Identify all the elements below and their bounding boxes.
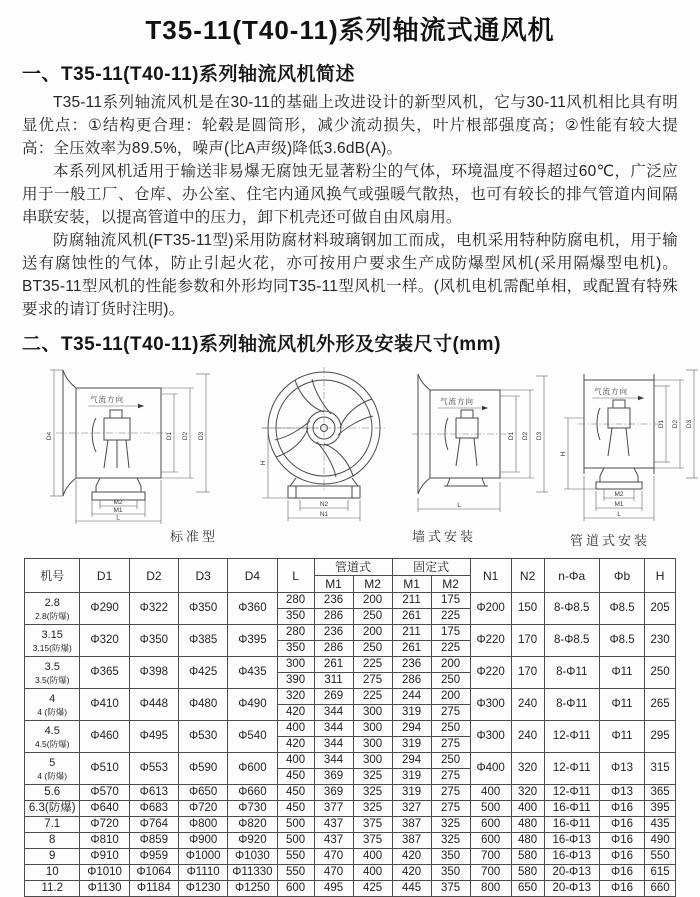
- table-cell: Φ11: [599, 721, 644, 753]
- dim-label-d1: D1: [508, 431, 515, 441]
- table-cell: Φ730: [228, 801, 277, 817]
- table-cell: Φ322: [129, 593, 178, 625]
- table-cell: 450: [277, 769, 314, 785]
- table-cell: Φ16: [599, 865, 644, 881]
- table-cell: Φ425: [179, 657, 228, 689]
- table-row: [25, 625, 676, 641]
- table-cell: Φ220: [470, 625, 511, 657]
- table-cell: 480: [511, 833, 544, 849]
- dim-label-d2: D2: [522, 431, 529, 441]
- table-row: [25, 689, 676, 705]
- dim-label-d3: D3: [686, 419, 693, 429]
- table-cell: 286: [314, 641, 353, 657]
- table-cell: 250: [431, 673, 470, 689]
- dimensions-table: [24, 558, 676, 897]
- paragraph: T35-11系列轴流风机是在30-11的基础上改进设计的新型风机，它与30-11风机相比具有明显优点：①结构更合理：轮毂是圆筒形，减少流动损失，叶片根部强度高；②性能有较大提高：全压效率为89.5%，噪声(比A声级)降低3.6dB(A)。: [22, 94, 678, 157]
- table-cell: 225: [353, 689, 392, 705]
- table-cell: 700: [470, 849, 511, 865]
- table-cell: 420: [277, 705, 314, 721]
- table-cell: 319: [392, 705, 431, 721]
- table-cell: 387: [392, 817, 431, 833]
- dim-label-m2: M2: [113, 499, 123, 506]
- table-cell: 211: [392, 625, 431, 641]
- table-cell: 325: [431, 833, 470, 849]
- table-row: [25, 849, 676, 865]
- table-cell: 550: [277, 865, 314, 881]
- table-cell: 369: [314, 785, 353, 801]
- table-cell: 269: [314, 689, 353, 705]
- table-cell: 8-Φ8.5: [544, 593, 599, 625]
- table-cell: 500: [277, 833, 314, 849]
- dim-label-h: H: [260, 460, 267, 466]
- table-cell: 240: [511, 689, 544, 721]
- table-cell: 315: [645, 753, 676, 785]
- table-body: [25, 593, 676, 897]
- flow-direction-label: 气流方向: [594, 387, 628, 396]
- table-cell: 261: [392, 609, 431, 625]
- model-cell: 4 4 (防爆): [25, 689, 80, 721]
- table-cell: 435: [645, 817, 676, 833]
- table-cell: 200: [353, 593, 392, 609]
- wall-install-drawing: [404, 366, 554, 524]
- dim-label-n1: N1: [319, 511, 329, 518]
- col-d2: D2: [129, 559, 178, 593]
- table-cell: 250: [431, 721, 470, 737]
- table-cell: 580: [511, 849, 544, 865]
- model-cell: 2.8 2.8(防爆): [25, 593, 80, 625]
- table-cell: 294: [392, 721, 431, 737]
- table-cell: 275: [431, 769, 470, 785]
- table-cell: Φ600: [228, 753, 277, 785]
- section2-heading: 二、T35-11(T40-11)系列轴流风机外形及安装尺寸(mm): [22, 334, 501, 355]
- table-cell: 470: [314, 865, 353, 881]
- table-cell: 240: [511, 721, 544, 753]
- table-cell: Φ683: [129, 801, 178, 817]
- table-cell: 450: [277, 785, 314, 801]
- table-row: [25, 817, 676, 833]
- table-cell: Φ859: [129, 833, 178, 849]
- table-cell: 325: [353, 785, 392, 801]
- table-cell: Φ810: [80, 833, 129, 849]
- table-cell: Φ320: [80, 625, 129, 657]
- table-row: [25, 881, 676, 897]
- col-d4: D4: [228, 559, 277, 593]
- flow-direction-label: 气流方向: [440, 397, 474, 406]
- table-cell: 350: [277, 609, 314, 625]
- table-cell: Φ720: [179, 801, 228, 817]
- table-cell: 320: [511, 753, 544, 785]
- table-cell: 236: [314, 593, 353, 609]
- table-cell: Φ11330: [228, 865, 277, 881]
- table-cell: Φ350: [179, 593, 228, 625]
- table-cell: 175: [431, 625, 470, 641]
- table-cell: 311: [314, 673, 353, 689]
- col-d1: D1: [80, 559, 129, 593]
- col-duct-m2: M2: [353, 576, 392, 593]
- table-cell: 400: [470, 785, 511, 801]
- table-cell: Φ613: [129, 785, 178, 801]
- table-cell: 387: [392, 833, 431, 849]
- table-cell: Φ495: [129, 721, 178, 753]
- table-cell: Φ395: [228, 625, 277, 657]
- table-cell: 490: [645, 833, 676, 849]
- table-cell: 280: [277, 593, 314, 609]
- table-cell: 205: [645, 593, 676, 625]
- table-cell: 375: [431, 881, 470, 897]
- table-cell: 325: [431, 817, 470, 833]
- table-cell: 300: [353, 721, 392, 737]
- table-cell: 437: [314, 833, 353, 849]
- col-h: H: [645, 559, 676, 593]
- dim-label-d3: D3: [198, 431, 205, 441]
- table-cell: 470: [314, 849, 353, 865]
- table-cell: 225: [431, 609, 470, 625]
- table-cell: Φ510: [80, 753, 129, 785]
- table-row: [25, 785, 676, 801]
- table-cell: 365: [645, 785, 676, 801]
- table-cell: 230: [645, 625, 676, 657]
- table-cell: 420: [392, 865, 431, 881]
- caption-standard: 标准型: [170, 529, 219, 544]
- table-cell: 275: [431, 801, 470, 817]
- table-cell: 400: [277, 753, 314, 769]
- table-cell: Φ11: [599, 657, 644, 689]
- table-cell: 275: [353, 673, 392, 689]
- col-l: L: [277, 559, 314, 593]
- table-cell: 236: [314, 625, 353, 641]
- dim-label-d4: D4: [46, 431, 53, 441]
- dim-label-m2: M2: [614, 491, 624, 498]
- table-cell: 320: [277, 689, 314, 705]
- table-cell: 390: [277, 673, 314, 689]
- table-cell: 16-Φ11: [544, 801, 599, 817]
- table-cell: 319: [392, 737, 431, 753]
- table-cell: Φ8.5: [599, 625, 644, 657]
- flow-direction-label: 气流方向: [90, 395, 124, 404]
- table-cell: 450: [277, 801, 314, 817]
- table-cell: 377: [314, 801, 353, 817]
- table-cell: Φ410: [80, 689, 129, 721]
- table-cell: 300: [353, 705, 392, 721]
- table-cell: Φ1110: [179, 865, 228, 881]
- table-cell: 600: [470, 833, 511, 849]
- dim-label-m1: M1: [614, 501, 624, 508]
- dim-label-n2: N2: [319, 501, 329, 508]
- dim-label-l: L: [617, 511, 621, 518]
- model-cell: 4.5 4.5(防爆): [25, 721, 80, 753]
- col-na: n-Φa: [544, 559, 599, 593]
- table-cell: Φ448: [129, 689, 178, 721]
- table-cell: 800: [470, 881, 511, 897]
- table-cell: Φ290: [80, 593, 129, 625]
- table-cell: Φ16: [599, 849, 644, 865]
- dim-label-m1: M1: [113, 507, 123, 514]
- table-cell: Φ398: [129, 657, 178, 689]
- table-cell: 325: [353, 801, 392, 817]
- table-cell: 295: [645, 721, 676, 753]
- table-cell: 5.6: [25, 785, 80, 801]
- table-cell: Φ435: [228, 657, 277, 689]
- paragraph: 防腐轴流风机(FT35-11型)采用防腐材料玻璃钢加工而成，电机采用特种防腐电机，用于输送有腐蚀性的气体，防止引起火花，亦可按用户要求生产成防爆型风机(采用隔爆型电机)。BT35-11型风机的性能参数和外形均同T35-11型风机一样。(风机电机需配单相，或配置有特殊要求的请订货时注明)。: [22, 232, 678, 318]
- table-cell: 16-Φ13: [544, 849, 599, 865]
- table-cell: Φ553: [129, 753, 178, 785]
- dim-label-d2: D2: [182, 431, 189, 441]
- model-cell: 5 4 (防爆): [25, 753, 80, 785]
- table-cell: 395: [645, 801, 676, 817]
- table-cell: Φ910: [80, 849, 129, 865]
- table-cell: 10: [25, 865, 80, 881]
- table-cell: 400: [277, 721, 314, 737]
- table-cell: Φ650: [179, 785, 228, 801]
- header-row: [25, 559, 676, 576]
- table-cell: 445: [392, 881, 431, 897]
- dim-label-d2: D2: [672, 419, 679, 429]
- table-cell: 175: [431, 593, 470, 609]
- table-cell: Φ959: [129, 849, 178, 865]
- table-row: [25, 833, 676, 849]
- table-cell: 369: [314, 769, 353, 785]
- table-cell: 8-Φ11: [544, 689, 599, 721]
- table-cell: 350: [431, 865, 470, 881]
- table-cell: Φ16: [599, 817, 644, 833]
- table-cell: 250: [353, 609, 392, 625]
- col-n1: N1: [470, 559, 511, 593]
- table-cell: 660: [645, 881, 676, 897]
- table-cell: Φ16: [599, 801, 644, 817]
- table-cell: Φ13: [599, 785, 644, 801]
- table-cell: 375: [353, 833, 392, 849]
- table-cell: Φ720: [80, 817, 129, 833]
- table-cell: 327: [392, 801, 431, 817]
- table-cell: 170: [511, 657, 544, 689]
- col-n2: N2: [511, 559, 544, 593]
- table-row: [25, 801, 676, 817]
- table-cell: Φ1250: [228, 881, 277, 897]
- table-cell: 11.2: [25, 881, 80, 897]
- duct-install-drawing: [556, 362, 700, 530]
- table-cell: 344: [314, 721, 353, 737]
- model-cell: 3.5 3.5(防爆): [25, 657, 80, 689]
- table-cell: 500: [277, 817, 314, 833]
- table-row: [25, 753, 676, 769]
- standard-type-drawing: [46, 362, 231, 524]
- table-cell: 275: [431, 785, 470, 801]
- table-cell: Φ1030: [228, 849, 277, 865]
- table-cell: 300: [277, 657, 314, 673]
- table-cell: Φ16: [599, 833, 644, 849]
- table-cell: Φ385: [179, 625, 228, 657]
- table-cell: 375: [353, 817, 392, 833]
- table-cell: 211: [392, 593, 431, 609]
- table-cell: 550: [277, 849, 314, 865]
- table-cell: 236: [392, 657, 431, 673]
- table-cell: Φ1230: [179, 881, 228, 897]
- table-cell: Φ13: [599, 753, 644, 785]
- table-cell: Φ490: [228, 689, 277, 721]
- table-cell: Φ200: [470, 593, 511, 625]
- table-cell: Φ920: [228, 833, 277, 849]
- table-cell: 344: [314, 737, 353, 753]
- table-cell: 225: [431, 641, 470, 657]
- dim-label-d3: D3: [536, 431, 543, 441]
- table-cell: 261: [392, 641, 431, 657]
- table-cell: 480: [511, 817, 544, 833]
- table-cell: 20-Φ13: [544, 865, 599, 881]
- table-cell: 20-Φ13: [544, 881, 599, 897]
- table-cell: Φ540: [228, 721, 277, 753]
- installation-drawings: [22, 362, 693, 552]
- table-cell: Φ660: [228, 785, 277, 801]
- table-cell: 344: [314, 705, 353, 721]
- table-cell: Φ570: [80, 785, 129, 801]
- table-cell: 300: [353, 753, 392, 769]
- col-b: Φb: [599, 559, 644, 593]
- table-row: [25, 721, 676, 737]
- table-cell: 580: [511, 865, 544, 881]
- table-cell: 250: [353, 641, 392, 657]
- caption-duct-install: 管道式安装: [570, 533, 651, 548]
- table-cell: Φ1184: [129, 881, 178, 897]
- table-cell: 700: [470, 865, 511, 881]
- table-cell: 8-Φ8.5: [544, 625, 599, 657]
- table-cell: 12-Φ11: [544, 785, 599, 801]
- table-cell: Φ590: [179, 753, 228, 785]
- table-row: [25, 593, 676, 609]
- table-row: [25, 865, 676, 881]
- table-cell: Φ11: [599, 689, 644, 721]
- table-cell: Φ820: [228, 817, 277, 833]
- table-cell: Φ365: [80, 657, 129, 689]
- col-fixed-m1: M1: [392, 576, 431, 593]
- table-cell: 16-Φ11: [544, 817, 599, 833]
- table-cell: 9: [25, 849, 80, 865]
- col-d3: D3: [179, 559, 228, 593]
- dim-label-h: H: [560, 451, 567, 457]
- table-cell: Φ400: [470, 753, 511, 785]
- table-cell: Φ640: [80, 801, 129, 817]
- table-cell: 500: [470, 801, 511, 817]
- table-cell: 8-Φ11: [544, 657, 599, 689]
- table-cell: 400: [353, 865, 392, 881]
- table-cell: Φ8.5: [599, 593, 644, 625]
- table-cell: 495: [314, 881, 353, 897]
- page-title: T35-11(T40-11)系列轴流式通风机: [145, 15, 555, 45]
- col-group-duct: 管道式: [314, 559, 392, 576]
- table-cell: Φ350: [129, 625, 178, 657]
- table-cell: 344: [314, 753, 353, 769]
- table-cell: 437: [314, 817, 353, 833]
- table-cell: 7.1: [25, 817, 80, 833]
- table-cell: Φ220: [470, 657, 511, 689]
- table-cell: 8: [25, 833, 80, 849]
- table-cell: Φ1000: [179, 849, 228, 865]
- table-cell: Φ800: [179, 817, 228, 833]
- table-cell: Φ300: [470, 721, 511, 753]
- paragraph: 本系列风机适用于输送非易爆无腐蚀无显著粉尘的气体，环境温度不得超过60℃，广泛应用于一般工厂、仓库、办公室、住宅内通风换气或强暖气散热，也可有较长的排气管道内间隔串联安装，以提高管道中的压力，卸下机壳还可做自由风扇用。: [22, 163, 678, 226]
- table-cell: Φ1010: [80, 865, 129, 881]
- table-cell: 265: [645, 689, 676, 721]
- col-duct-m1: M1: [314, 576, 353, 593]
- table-cell: 420: [277, 737, 314, 753]
- table-cell: 600: [277, 881, 314, 897]
- table-cell: 300: [353, 737, 392, 753]
- table-cell: 319: [392, 769, 431, 785]
- dim-label-d1: D1: [166, 431, 173, 441]
- table-cell: 12-Φ11: [544, 753, 599, 785]
- front-view-drawing: [234, 364, 409, 526]
- table-cell: 225: [353, 657, 392, 673]
- table-cell: 320: [511, 785, 544, 801]
- table-cell: Φ1130: [80, 881, 129, 897]
- table-cell: 16-Φ13: [544, 833, 599, 849]
- table-cell: 400: [511, 801, 544, 817]
- table-cell: Φ530: [179, 721, 228, 753]
- table-cell: 200: [431, 657, 470, 673]
- table-cell: 294: [392, 753, 431, 769]
- table-cell: 170: [511, 625, 544, 657]
- table-cell: 350: [431, 849, 470, 865]
- table-cell: 250: [431, 753, 470, 769]
- table-cell: 425: [353, 881, 392, 897]
- caption-wall-install: 墙式安装: [412, 529, 477, 544]
- table-cell: 420: [392, 849, 431, 865]
- table-cell: 250: [645, 657, 676, 689]
- table-cell: Φ460: [80, 721, 129, 753]
- table-cell: 275: [431, 705, 470, 721]
- table-cell: Φ16: [599, 881, 644, 897]
- table-cell: Φ360: [228, 593, 277, 625]
- section1-heading: 一、T35-11(T40-11)系列轴流风机简述: [22, 64, 355, 85]
- table-cell: Φ900: [179, 833, 228, 849]
- table-cell: 650: [511, 881, 544, 897]
- col-group-fixed: 固定式: [392, 559, 470, 576]
- table-cell: 286: [392, 673, 431, 689]
- dim-label-l: L: [116, 514, 120, 522]
- table-header: [25, 559, 676, 593]
- table-cell: 319: [392, 785, 431, 801]
- table-cell: 615: [645, 865, 676, 881]
- table-cell: Φ480: [179, 689, 228, 721]
- table-cell: 350: [277, 641, 314, 657]
- table-cell: Φ1064: [129, 865, 178, 881]
- table-cell: 550: [645, 849, 676, 865]
- table-cell: 244: [392, 689, 431, 705]
- table-cell: 200: [431, 689, 470, 705]
- table-cell: 280: [277, 625, 314, 641]
- table-cell: 286: [314, 609, 353, 625]
- dim-label-l: L: [457, 502, 461, 509]
- table-cell: 150: [511, 593, 544, 625]
- table-cell: 325: [353, 769, 392, 785]
- table-cell: Φ300: [470, 689, 511, 721]
- table-cell: 261: [314, 657, 353, 673]
- table-cell: 275: [431, 737, 470, 753]
- table-cell: 600: [470, 817, 511, 833]
- table-cell: 6.3(防爆): [25, 801, 80, 817]
- dim-label-d1: D1: [658, 419, 665, 429]
- model-cell: 3.15 3.15(防爆): [25, 625, 80, 657]
- table-row: [25, 657, 676, 673]
- table-cell: Φ764: [129, 817, 178, 833]
- table-cell: 12-Φ11: [544, 721, 599, 753]
- table-cell: 200: [353, 625, 392, 641]
- table-cell: 400: [353, 849, 392, 865]
- col-model: 机号: [25, 559, 80, 593]
- col-fixed-m2: M2: [431, 576, 470, 593]
